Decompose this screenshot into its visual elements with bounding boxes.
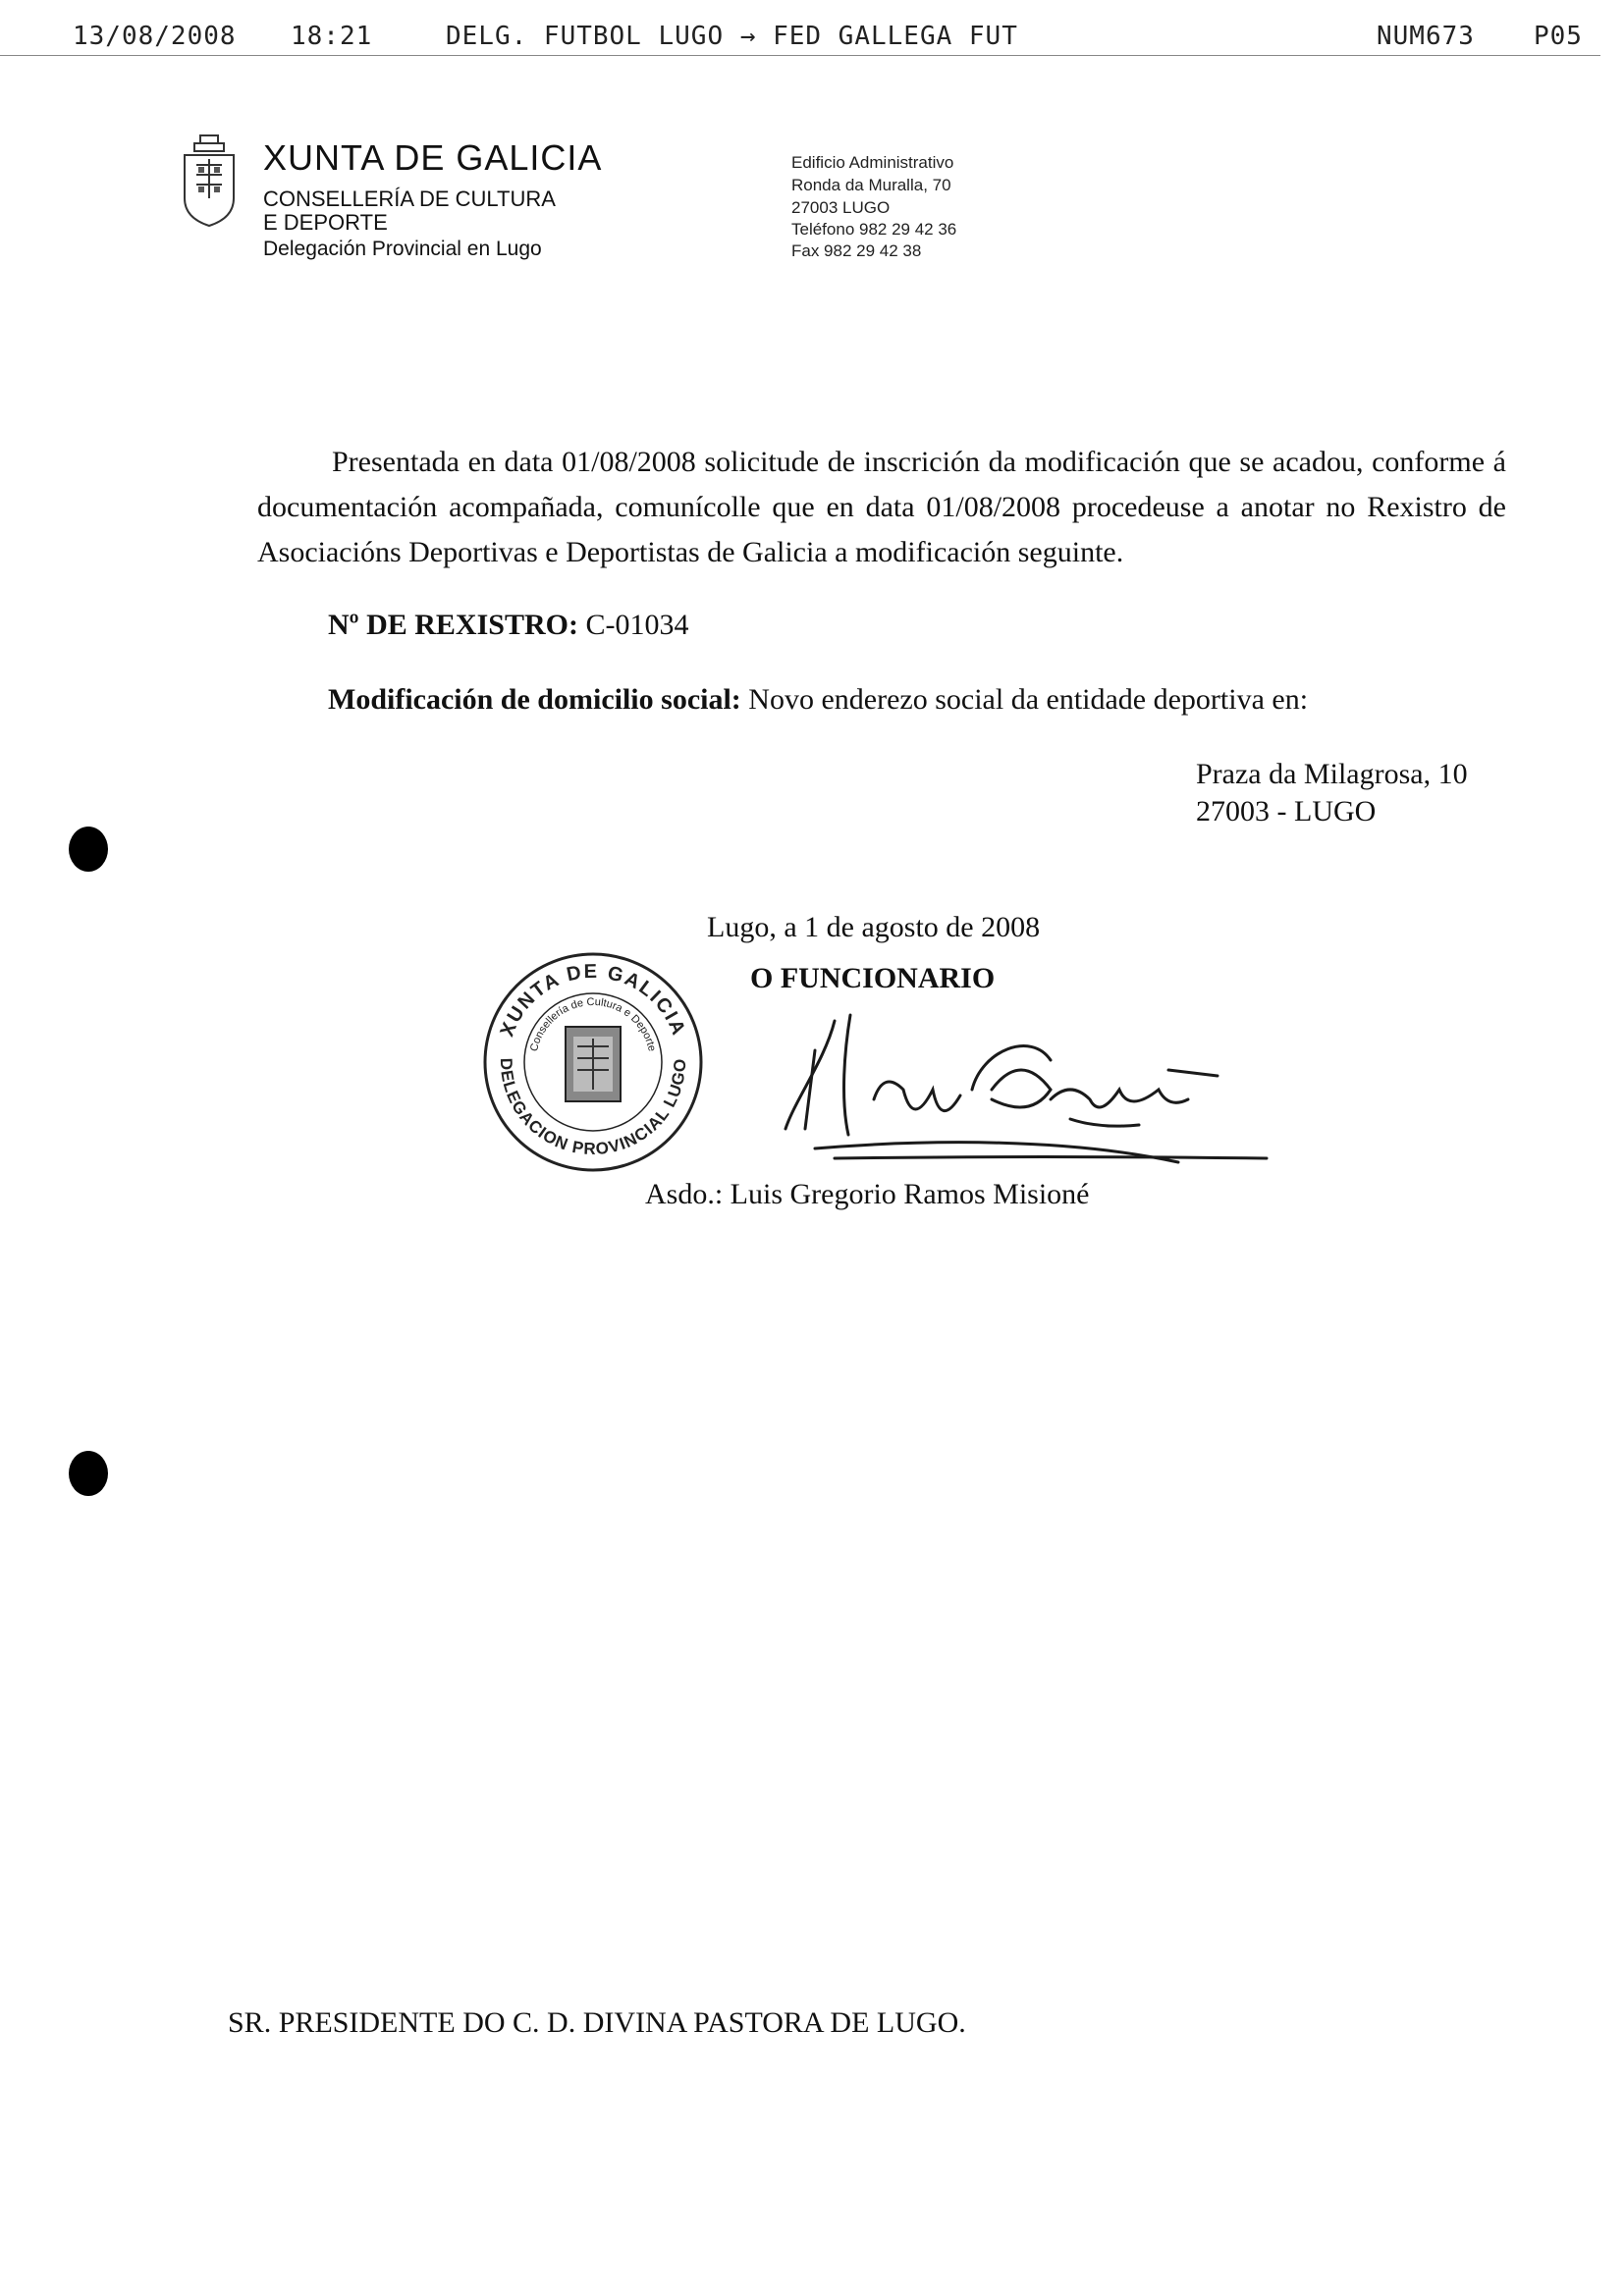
modification-label: Modificación de domicilio social:: [328, 683, 741, 716]
official-seal: [479, 948, 707, 1176]
address-postal: 27003 LUGO: [791, 198, 891, 217]
punch-hole-top: [69, 827, 108, 872]
address-phone: Teléfono 982 29 42 36: [791, 220, 957, 239]
place-date: Lugo, a 1 de agosto de 2008: [707, 911, 1041, 943]
fax-page: P05: [1534, 22, 1583, 51]
registry-label: Nº DE REXISTRO:: [328, 609, 578, 641]
department-line-1: CONSELLERÍA DE CULTURA: [263, 187, 556, 211]
new-address-line-1: Praza da Milagrosa, 10: [1196, 758, 1468, 790]
modification: [328, 683, 1308, 717]
handwritten-signature: [756, 991, 1286, 1188]
address-street: Ronda da Muralla, 70: [791, 176, 951, 194]
coat-of-arms-icon: [177, 132, 242, 230]
body-paragraph-text: Presentada en data 01/08/2008 solicitude de inscrición da modificación que se acadou, conforme á documentación acompañada, comunícolle que en data 01/08/2008 procedeuse a anotar no Rexistro de Asociacións Deportivas e Deportistas de Galicia a modificación seguinte.: [257, 446, 1506, 568]
fax-route: DELG. FUTBOL LUGO → FED GALLEGA FUT: [446, 22, 1018, 51]
address-building: Edificio Administrativo: [791, 153, 954, 172]
modification-text: Novo enderezo social da entidade deportiva en:: [748, 683, 1309, 716]
seal-bottom-text: DELEGACION PROVINCIAL LUGO: [496, 1057, 690, 1159]
fax-time: 18:21: [291, 22, 373, 51]
fax-number: NUM673: [1377, 22, 1475, 51]
new-address-line-2: 27003 - LUGO: [1196, 795, 1377, 828]
delegation-name: Delegación Provincial en Lugo: [263, 238, 542, 260]
address-fax: Fax 982 29 42 38: [791, 241, 922, 260]
fax-date: 13/08/2008: [73, 22, 237, 51]
department-line-2: E DEPORTE: [263, 210, 388, 235]
fax-header-rule: [0, 55, 1600, 56]
seal-top-text: XUNTA DE GALICIA: [496, 960, 690, 1041]
registry-number: [328, 609, 688, 642]
signed-by: Asdo.: Luis Gregorio Ramos Misioné: [645, 1178, 1090, 1210]
org-name: XUNTA DE GALICIA: [263, 137, 603, 178]
punch-hole-bottom: [69, 1451, 108, 1496]
seal-inner-text: Consellería de Cultura e Deporte: [528, 995, 658, 1053]
body-paragraph: [257, 440, 1506, 575]
registry-value: C-01034: [585, 609, 689, 641]
official-title: O FUNCIONARIO: [750, 962, 996, 994]
recipient: SR. PRESIDENTE DO C. D. DIVINA PASTORA DE LUGO.: [228, 2006, 966, 2039]
